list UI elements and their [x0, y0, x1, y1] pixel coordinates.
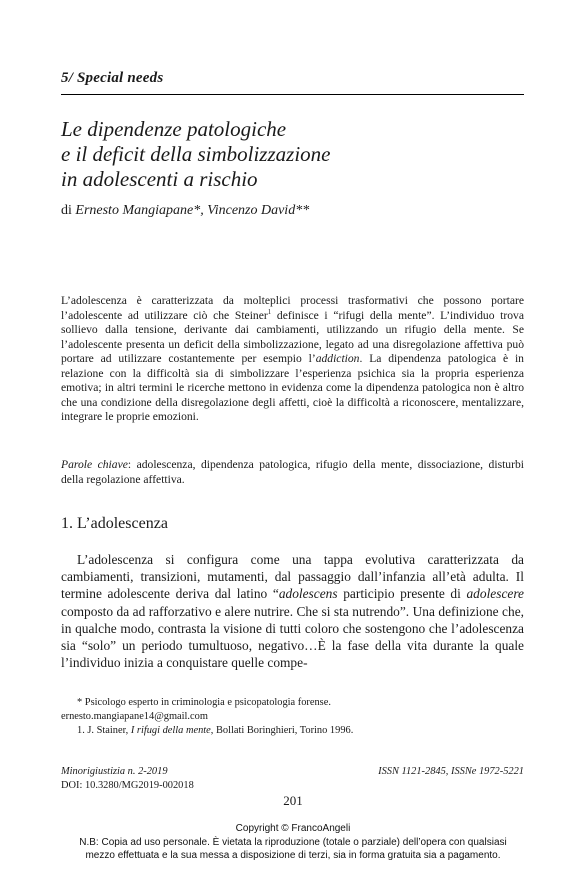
- body-text: [61, 551, 524, 671]
- footnote-email: ernesto.mangiapane14@gmail.com: [61, 711, 208, 722]
- header-rule: [61, 94, 524, 95]
- section-heading: 1. L’adolescenza: [61, 515, 168, 532]
- abstract-part-2: definisce i “rifugi della mente”. L’individuo trova sollievo dalla tensione, derivante dai cambiamenti, utilizzando un rifugio della mente. Se l’adolescente presenta un deficit della simbolizzazione, legato ad una disregolazione affettiva può portare ad utilizzare costantemente per esempio l’: [61, 308, 524, 365]
- copyright-line-3: mezzo effettuata e la sua messa a disposizione di terzi, sia in forma gratuita sia a pagamento.: [85, 850, 501, 861]
- title-line-2: e il deficit della simbolizzazione: [61, 142, 331, 166]
- footnote-1-suffix: , Bollati Boringhieri, Torino 1996.: [210, 725, 354, 736]
- body-part-3: composto da ad rafforzativo e alere nutrire. Che si sta nutrendo”. Una definizione che, in qualche modo, contrasta la visione di tutti coloro che sostengono che l’adolescenza sia “solo” un periodo tumultuoso, negativo…È la fase della vita durante la quale l’individuo inizia a conquistare quelle compe-: [61, 603, 524, 671]
- footnote-1-title: I rifugi della mente: [130, 725, 211, 736]
- keywords: [61, 458, 524, 487]
- abstract-part-3: . La dipendenza patologica è in relazione con la difficoltà sia di simbolizzare l’esperienza psichica sia la propria esperienza emotiva; in altri termini le ricerche mettono in evidenza come la dipendenza patologica non è altro che una condizione della disregolazione degli affetti, cioè la difficoltà a riconoscere, mentalizzare, integrare le proprie emozioni.: [61, 352, 524, 423]
- body-part-1: L’adolescenza si configura come una tappa evolutiva caratterizzata da cambiamenti, transizioni, mutamenti, dal passaggio dall’infanzia all’età adulta. Il termine adolescente deriva dal latino “: [61, 552, 524, 602]
- journal-doi: DOI: 10.3280/MG2019-002018: [61, 780, 194, 791]
- footnote-1-prefix: 1. J. Stainer,: [77, 725, 131, 736]
- journal-info: [61, 765, 194, 793]
- footnote-1: [61, 724, 524, 738]
- footnote-author: * Psicologo esperto in criminologia e psicopatologia forense.: [77, 697, 331, 708]
- copyright-notice: [0, 822, 586, 863]
- abstract-italic-term: addiction: [315, 352, 360, 365]
- title-line-1: Le dipendenze patologiche: [61, 117, 287, 141]
- article-title: [61, 117, 330, 192]
- section-label: 5/ Special needs: [61, 70, 164, 86]
- copyright-line-1: Copyright © FrancoAngeli: [235, 823, 351, 834]
- body-part-2: participio presente di: [337, 586, 467, 602]
- copyright-line-2: N.B: Copia ad uso personale. È vietata la riproduzione (totale o parziale) dell’opera con qualsiasi: [79, 836, 507, 848]
- abstract-part-1: L’adolescenza è caratterizzata da molteplici processi trasformativi che possono portare l’adolescente ad utilizzare ciò che Steiner: [61, 294, 524, 322]
- footnote-ref-1: 1: [267, 307, 272, 316]
- keywords-text: : adolescenza, dipendenza patologica, rifugio della mente, dissociazione, disturbi della regolazione affettiva.: [61, 458, 524, 486]
- authors-line: [61, 203, 309, 219]
- journal-issn: ISSN 1121-2845, ISSNe 1972-5221: [378, 766, 524, 777]
- footnotes: [61, 696, 524, 738]
- keywords-label: Parole chiave: [61, 458, 128, 471]
- title-line-3: in adolescenti a rischio: [61, 167, 258, 191]
- body-italic-1: adolescens: [278, 586, 338, 602]
- journal-name: Minorigiustizia n. 2-2019: [61, 766, 168, 777]
- abstract: [61, 294, 524, 425]
- authors-prefix: di: [61, 203, 76, 218]
- author-names: Ernesto Mangiapane*, Vincenzo David**: [75, 203, 310, 218]
- body-italic-2: adolescere: [466, 586, 524, 602]
- page-number: 201: [283, 793, 303, 808]
